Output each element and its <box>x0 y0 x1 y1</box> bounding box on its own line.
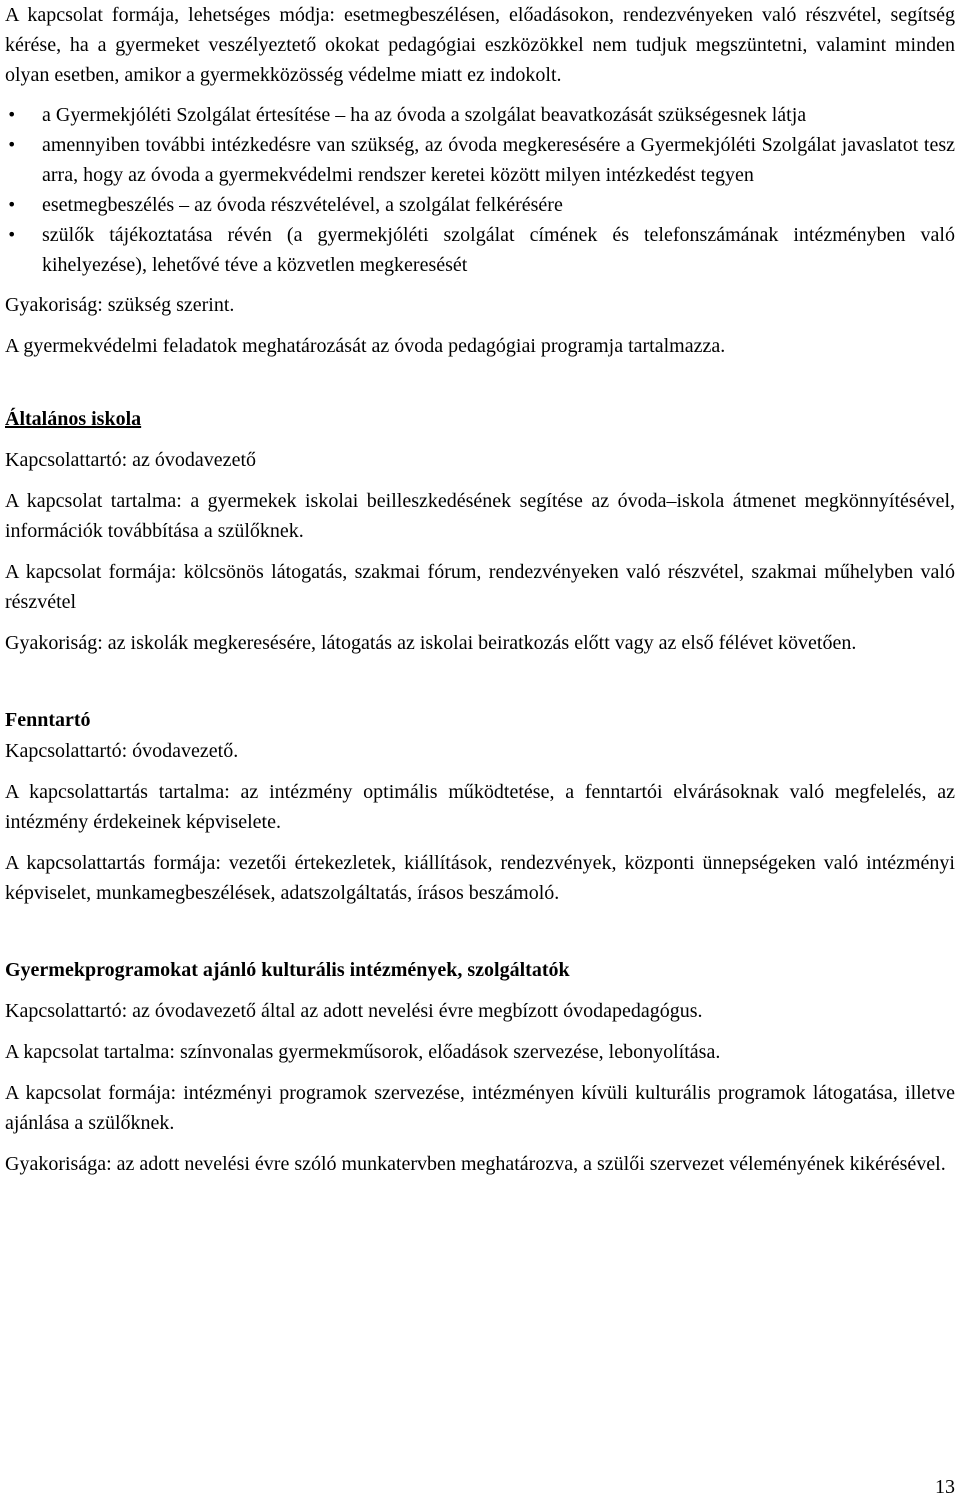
page-number: 13 <box>935 1476 955 1498</box>
list-item: • szülők tájékoztatása révén (a gyermekjóléti szolgálat címének és telefonszámának intézményben való kihelyezése), lehetővé téve a közvetlen megkeresését <box>5 220 955 280</box>
list-item: • amennyiben további intézkedésre van szükség, az óvoda megkeresésére a Gyermekjóléti Szolgálat javaslatot tesz arra, hogy az óvoda a gyermekvédelmi rendszer keretei között milyen intézkedést tegyen <box>5 130 955 190</box>
section-heading-maintainer: Fenntartó <box>5 709 91 731</box>
maintainer-contact: Kapcsolattartó: óvodavezető. <box>5 740 239 762</box>
cultural-contact: Kapcsolattartó: az óvodavezető által az adott nevelési évre megbízott óvodapedagógus. <box>5 1000 703 1022</box>
cultural-form: A kapcsolat formája: intézményi programok szervezése, intézményen kívüli kulturális programok látogatása, illetve ajánlása a szülőknek. <box>5 1082 955 1134</box>
list-item: • esetmegbeszélés – az óvoda részvételével, a szolgálat felkérésére <box>5 190 955 220</box>
section-heading-cultural: Gyermekprogramokat ajánló kulturális intézmények, szolgáltatók <box>5 959 570 981</box>
school-content: A kapcsolat tartalma: a gyermekek iskolai beilleszkedésének segítése az óvoda–iskola átmenet megkönnyítésével, információk továbbítása a szülőknek. <box>5 490 955 542</box>
school-contact: Kapcsolattartó: az óvodavezető <box>5 449 256 471</box>
maintainer-content: A kapcsolattartás tartalma: az intézmény optimális működtetése, a fenntartói elvárásoknak való megfelelés, az intézmény érdekeinek képviselete. <box>5 781 955 833</box>
document-page <box>5 0 955 1179</box>
intro-frequency: Gyakoriság: szükség szerint. <box>5 294 235 316</box>
maintainer-form: A kapcsolattartás formája: vezetői értekezletek, kiállítások, rendezvények, központi ünnepségeken való intézményi képviselet, munkamegbeszélések, adatszolgáltatás, írásos beszámoló. <box>5 852 955 904</box>
intro-program-note: A gyermekvédelmi feladatok meghatározását az óvoda pedagógiai programja tartalmazza. <box>5 335 726 357</box>
intro-bullet-list <box>5 100 955 280</box>
school-form: A kapcsolat formája: kölcsönös látogatás, szakmai fórum, rendezvényeken való részvétel, szakmai műhelyben való részvétel <box>5 561 955 613</box>
school-frequency: Gyakoriság: az iskolák megkeresésére, látogatás az iskolai beiratkozás előtt vagy az első félévet követően. <box>5 632 857 654</box>
list-item: • a Gyermekjóléti Szolgálat értesítése – ha az óvoda a szolgálat beavatkozását szükségesnek látja <box>5 100 955 130</box>
section-heading-school: Általános iskola <box>5 408 142 430</box>
intro-paragraph: A kapcsolat formája, lehetséges módja: esetmegbeszélésen, előadásokon, rendezvényeken való részvétel, segítség kérése, ha a gyermeket veszélyeztető okokat pedagógiai eszközökkel nem tudjuk megszüntetni, valamint minden olyan esetben, amikor a gyermekközösség védelme miatt ez indokolt. <box>5 4 955 86</box>
cultural-content: A kapcsolat tartalma: színvonalas gyermekműsorok, előadások szervezése, lebonyolítása. <box>5 1041 721 1063</box>
cultural-frequency: Gyakorisága: az adott nevelési évre szóló munkatervben meghatározva, a szülői szervezet véleményének kikérésével. <box>5 1153 946 1175</box>
